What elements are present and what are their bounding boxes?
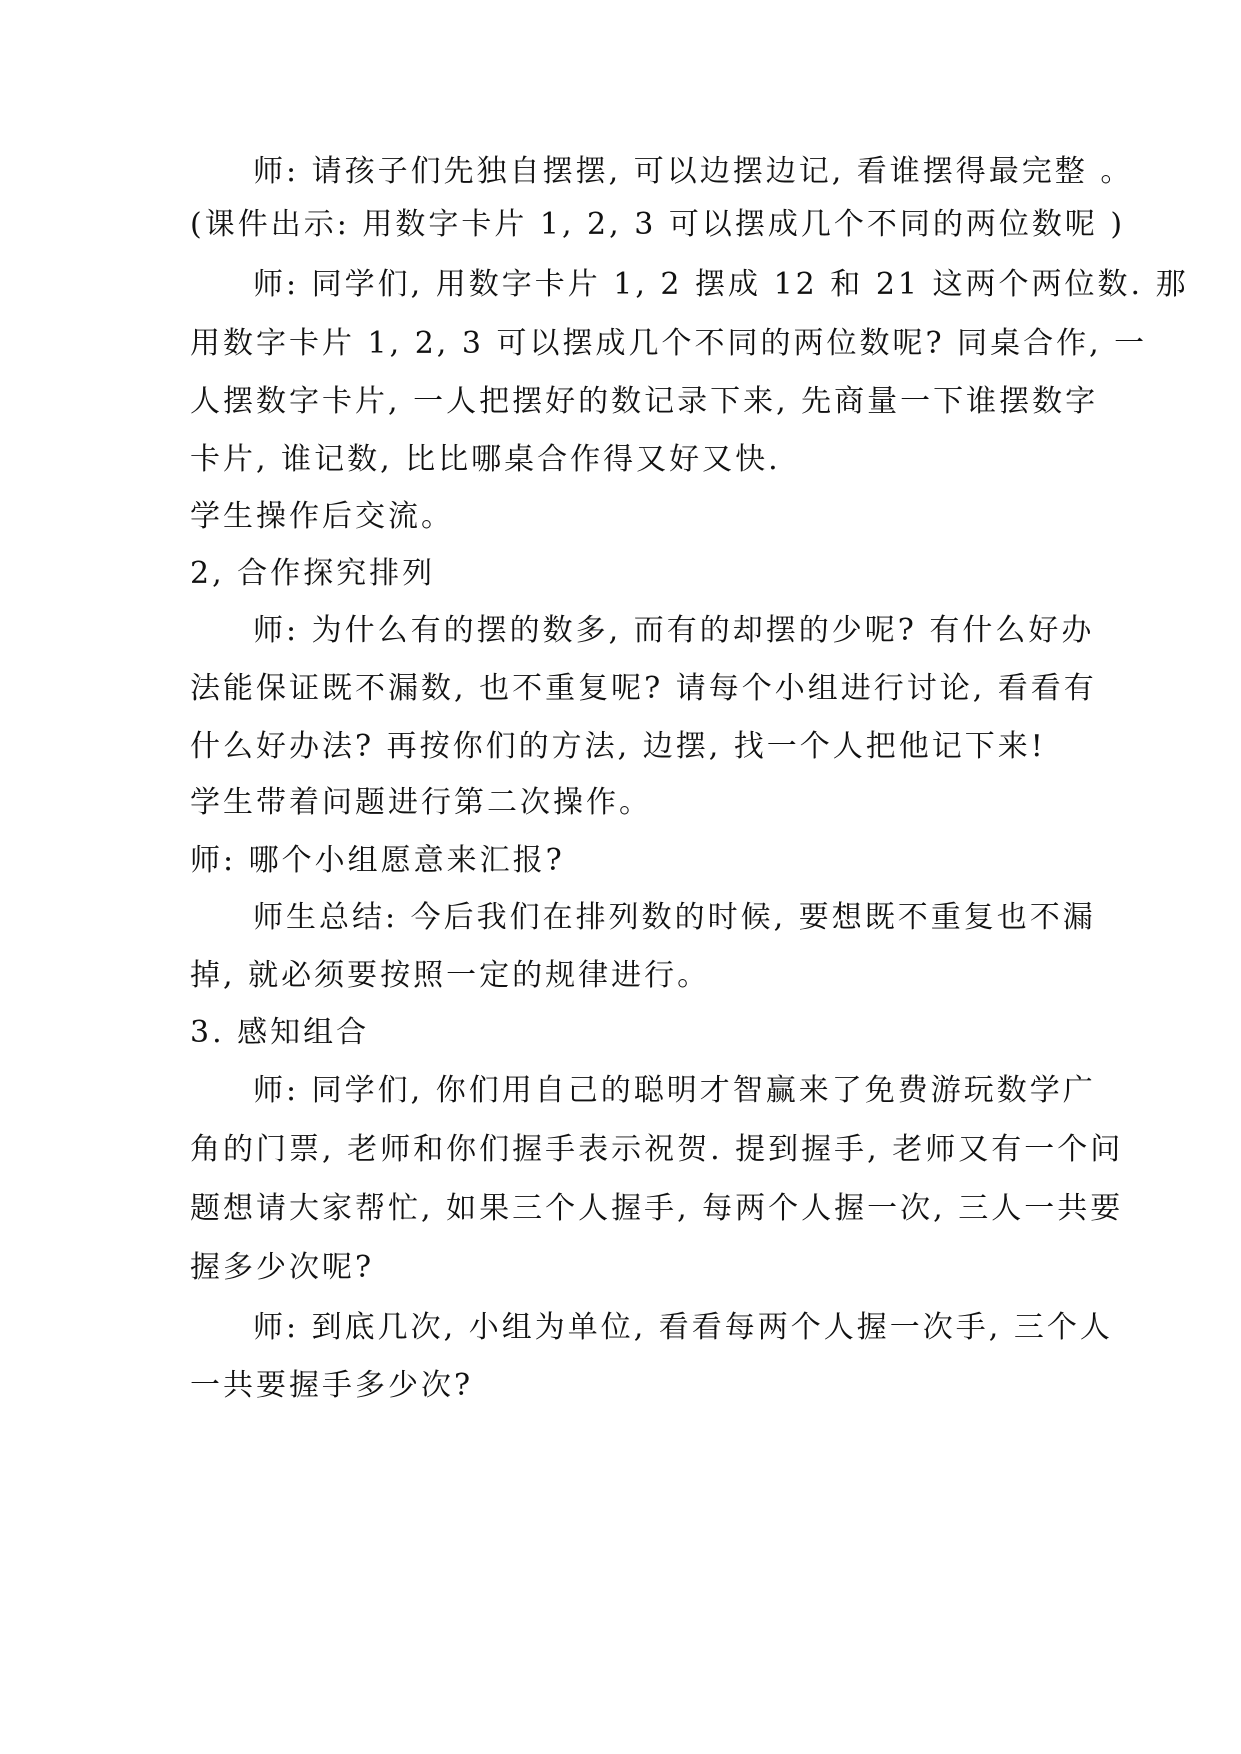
paragraph-line: 学生操作后交流。 bbox=[190, 499, 454, 534]
paragraph-line: 法能保证既不漏数, 也不重复呢? 请每个小组进行讨论, 看看有 bbox=[190, 671, 1097, 706]
paragraph-line: 什么好办法? 再按你们的方法, 边摆, 找一个人把他记下来! bbox=[190, 729, 1046, 764]
paragraph-line: 师: 到底几次, 小组为单位, 看看每两个人握一次手, 三个人 bbox=[253, 1310, 1113, 1345]
paragraph-line: 题想请大家帮忙, 如果三个人握手, 每两个人握一次, 三人一共要 bbox=[190, 1191, 1124, 1226]
paragraph-line: 师: 请孩子们先独自摆摆, 可以边摆边记, 看谁摆得最完整 。 bbox=[253, 154, 1134, 189]
paragraph-line: 角的门票, 老师和你们握手表示祝贺. 提到握手, 老师又有一个问 bbox=[190, 1132, 1124, 1167]
paragraph-line: 握多少次呢? bbox=[190, 1250, 375, 1285]
section-heading: 2, 合作探究排列 bbox=[190, 556, 436, 591]
paragraph-line: 学生带着问题进行第二次操作。 bbox=[190, 785, 652, 820]
paragraph-line: 人摆数字卡片, 一人把摆好的数记录下来, 先商量一下谁摆数字 bbox=[190, 384, 1099, 419]
paragraph-line: 师: 同学们, 用数字卡片 1, 2 摆成 12 和 21 这两个两位数. 那 bbox=[253, 267, 1189, 302]
paragraph-line: 师: 同学们, 你们用自己的聪明才智赢来了免费游玩数学广 bbox=[253, 1073, 1096, 1108]
paragraph-line: 卡片, 谁记数, 比比哪桌合作得又好又快. bbox=[190, 442, 781, 477]
paragraph-line: 师: 哪个小组愿意来汇报? bbox=[190, 843, 565, 878]
paragraph-line: 师生总结: 今后我们在排列数的时候, 要想既不重复也不漏 bbox=[253, 900, 1096, 935]
paragraph-line: 师: 为什么有的摆的数多, 而有的却摆的少呢? 有什么好办 bbox=[253, 613, 1095, 648]
section-heading: 3. 感知组合 bbox=[190, 1015, 370, 1050]
paragraph-line: 掉, 就必须要按照一定的规律进行。 bbox=[190, 958, 711, 993]
paragraph-line: 用数字卡片 1, 2, 3 可以摆成几个不同的两位数呢? 同桌合作, 一 bbox=[190, 326, 1148, 361]
paragraph-line: 一共要握手多少次? bbox=[190, 1368, 474, 1403]
paragraph-line: (课件出示: 用数字卡片 1, 2, 3 可以摆成几个不同的两位数呢 ) bbox=[190, 207, 1126, 242]
